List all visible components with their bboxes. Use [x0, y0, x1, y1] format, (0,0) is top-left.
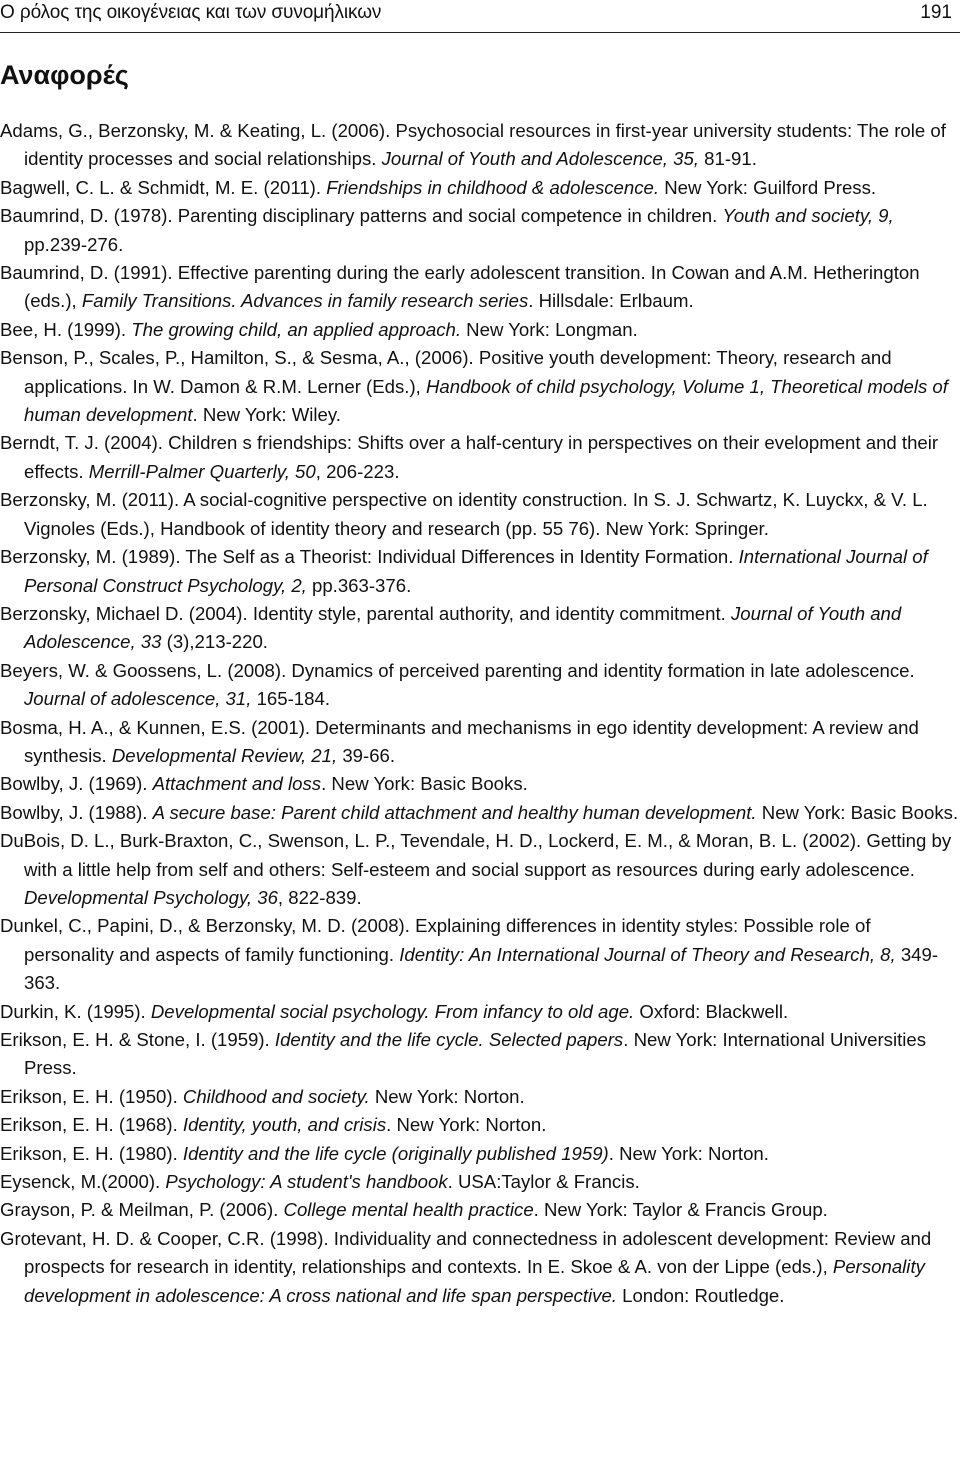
- reference-entry: [0, 912, 960, 997]
- reference-segment: Bee, H. (1999).: [0, 318, 132, 340]
- reference-list: [0, 117, 960, 1310]
- reference-entry: [0, 486, 960, 543]
- reference-segment: 349-363.: [24, 943, 939, 994]
- reference-entry: [0, 600, 960, 657]
- reference-entry: [0, 714, 960, 771]
- reference-segment: 39-66.: [337, 744, 396, 766]
- reference-segment: New York: Guilford Press.: [659, 176, 877, 198]
- reference-italic-segment: Journal of Youth and Adolescence, 33: [24, 602, 902, 653]
- reference-italic-segment: Friendships in childhood & adolescence.: [326, 176, 660, 198]
- reference-italic-segment: Family Transitions. Advances in family research series: [81, 290, 529, 312]
- reference-entry: [0, 770, 960, 798]
- reference-entry: [0, 429, 960, 486]
- reference-entry: [0, 202, 960, 259]
- reference-entry: [0, 1083, 960, 1111]
- reference-entry: [0, 799, 960, 827]
- reference-segment: . New York: Taylor & Francis Group.: [533, 1199, 828, 1221]
- reference-italic-segment: International Journal of Personal Construct Psychology, 2,: [24, 546, 928, 596]
- reference-italic-segment: A secure base: Parent child attachment and healthy human development.: [152, 801, 757, 823]
- reference-segment: . New York: Norton.: [608, 1142, 769, 1164]
- reference-segment: Durkin, K. (1995).: [0, 1000, 151, 1022]
- reference-segment: Benson, P., Scales, P., Hamilton, S., & Sesma, A., (2006). Positive youth development: Theory, research and applications. In W. Damon & R.M. Lerner (Eds.),: [0, 347, 892, 397]
- reference-segment: New York: Norton.: [369, 1085, 525, 1107]
- reference-italic-segment: Youth and society, 9,: [722, 205, 894, 227]
- reference-segment: Dunkel, C., Papini, D., & Berzonsky, M. D. (2008). Explaining differences in identity styles: Possible role of personality and aspects of family functioning.: [0, 915, 871, 965]
- reference-entry: [0, 657, 960, 714]
- reference-segment: Baumrind, D. (1978). Parenting disciplinary patterns and social competence in children.: [0, 205, 723, 227]
- reference-segment: (3),213-220.: [161, 631, 268, 653]
- reference-entry: [0, 998, 960, 1026]
- reference-segment: Eysenck, M.(2000).: [0, 1171, 166, 1193]
- reference-italic-segment: Personality development in adolescence: A cross national and life span perspective.: [24, 1256, 925, 1306]
- reference-segment: Grotevant, H. D. & Cooper, C.R. (1998). Individuality and connectedness in adolescent development: Review and prospects for research in identity, relationships and contexts. In E. Skoe & A. von der Lippe (eds.),: [0, 1227, 932, 1278]
- reference-segment: Erikson, E. H. (1950).: [0, 1085, 183, 1107]
- reference-segment: Berzonsky, Michael D. (2004). Identity style, parental authority, and identity commitment.: [0, 602, 731, 624]
- reference-italic-segment: Identity and the life cycle. Selected papers: [274, 1029, 624, 1050]
- reference-entry: [0, 1140, 960, 1168]
- reference-segment: Bosma, H. A., & Kunnen, E.S. (2001). Determinants and mechanisms in ego identity development: A review and synthesis.: [0, 716, 919, 766]
- reference-segment: Bagwell, C. L. & Schmidt, M. E. (2011).: [0, 176, 327, 198]
- reference-italic-segment: College mental health practice: [283, 1199, 534, 1221]
- reference-segment: . New York: Wiley.: [192, 404, 341, 426]
- reference-italic-segment: Identity: An International Journal of Theory and Research, 8,: [399, 943, 896, 965]
- reference-entry: [0, 344, 960, 429]
- reference-segment: 81-91.: [698, 148, 757, 170]
- reference-italic-segment: Merrill-Palmer Quarterly, 50: [88, 460, 316, 482]
- reference-segment: Berzonsky, M. (1989). The Self as a Theorist: Individual Differences in Identity Formation.: [0, 546, 739, 568]
- running-header: [0, 0, 960, 33]
- reference-segment: Bowlby, J. (1988).: [0, 801, 153, 823]
- reference-segment: London: Routledge.: [616, 1284, 785, 1306]
- reference-segment: Bowlby, J. (1969).: [0, 773, 153, 795]
- reference-italic-segment: The growing child, an applied approach.: [131, 318, 462, 340]
- reference-segment: Erikson, E. H. & Stone, I. (1959).: [0, 1029, 275, 1050]
- reference-segment: Beyers, W. & Goossens, L. (2008). Dynamics of perceived parenting and identity formation in late adolescence.: [0, 659, 915, 681]
- reference-entry: [0, 259, 960, 316]
- reference-italic-segment: Developmental social psychology. From infancy to old age.: [150, 1000, 635, 1022]
- reference-segment: Oxford: Blackwell.: [634, 1000, 789, 1022]
- reference-segment: pp.239-276.: [24, 233, 124, 255]
- reference-segment: Berndt, T. J. (2004). Children s friendships: Shifts over a half-century in perspectives on their evelopment and their effects.: [0, 432, 939, 482]
- reference-segment: DuBois, D. L., Burk-Braxton, C., Swenson, L. P., Tevendale, H. D., Lockerd, E. M., & Moran, B. L. (2002). Getting by with a little help from self and others: Self-esteem and social support as resources during early adolescence.: [0, 830, 952, 880]
- reference-segment: . Hillsdale: Erlbaum.: [528, 290, 694, 312]
- section-heading: Αναφορές: [0, 60, 129, 90]
- page-number: 191: [920, 2, 952, 23]
- reference-entry: [0, 316, 960, 344]
- reference-segment: New York: Basic Books.: [756, 801, 959, 823]
- reference-italic-segment: Handbook of child psychology, Volume 1, Theoretical models of human development: [24, 375, 948, 426]
- reference-italic-segment: Developmental Psychology, 36: [24, 886, 278, 908]
- reference-entry: [0, 117, 960, 174]
- reference-italic-segment: Developmental Review, 21,: [111, 744, 338, 766]
- reference-segment: 165-184.: [251, 688, 330, 710]
- reference-entry: [0, 1225, 960, 1310]
- reference-segment: . New York: Norton.: [386, 1114, 547, 1136]
- reference-segment: , 822-839.: [277, 886, 362, 908]
- reference-segment: . USA:Taylor & Francis.: [447, 1171, 640, 1193]
- reference-segment: Berzonsky, M. (2011). A social-cognitive perspective on identity construction. In S. J. Schwartz, K. Luyckx, & V. L. Vignoles (Eds.), Handbook of identity theory and research (pp. 55 76). New York: Springer.: [0, 489, 928, 539]
- reference-segment: Adams, G., Berzonsky, M. & Keating, L. (2006). Psychosocial resources in first-year university students: The role of identity processes and social relationships.: [0, 120, 946, 170]
- reference-italic-segment: Attachment and loss: [152, 773, 322, 795]
- reference-italic-segment: Identity and the life cycle (originally published 1959): [182, 1142, 609, 1164]
- reference-italic-segment: Childhood and society.: [182, 1085, 370, 1107]
- running-title: Ο ρόλος της οικογένειας και των συνομήλικων: [0, 2, 382, 23]
- reference-segment: Baumrind, D. (1991). Effective parenting during the early adolescent transition. In Cowan and A.M. Hetherington (eds.),: [0, 262, 920, 312]
- reference-italic-segment: Journal of adolescence, 31,: [24, 688, 252, 710]
- reference-italic-segment: Journal of Youth and Adolescence, 35,: [381, 148, 699, 170]
- reference-italic-segment: Identity, youth, and crisis: [182, 1114, 387, 1136]
- reference-segment: Erikson, E. H. (1968).: [0, 1114, 183, 1136]
- reference-entry: [0, 543, 960, 600]
- reference-italic-segment: Psychology: A student's handbook: [165, 1171, 448, 1193]
- reference-segment: New York: Longman.: [461, 318, 638, 340]
- reference-segment: , 206-223.: [315, 460, 400, 482]
- reference-entry: [0, 1026, 960, 1083]
- reference-segment: Grayson, P. & Meilman, P. (2006).: [0, 1199, 284, 1221]
- reference-segment: . New York: International Universities Press.: [24, 1029, 927, 1079]
- reference-segment: Erikson, E. H. (1980).: [0, 1142, 183, 1164]
- reference-segment: pp.363-376.: [306, 574, 412, 596]
- reference-segment: . New York: Basic Books.: [321, 773, 528, 795]
- reference-entry: [0, 1196, 960, 1224]
- reference-entry: [0, 1111, 960, 1139]
- reference-entry: [0, 827, 960, 912]
- reference-entry: [0, 174, 960, 202]
- reference-entry: [0, 1168, 960, 1196]
